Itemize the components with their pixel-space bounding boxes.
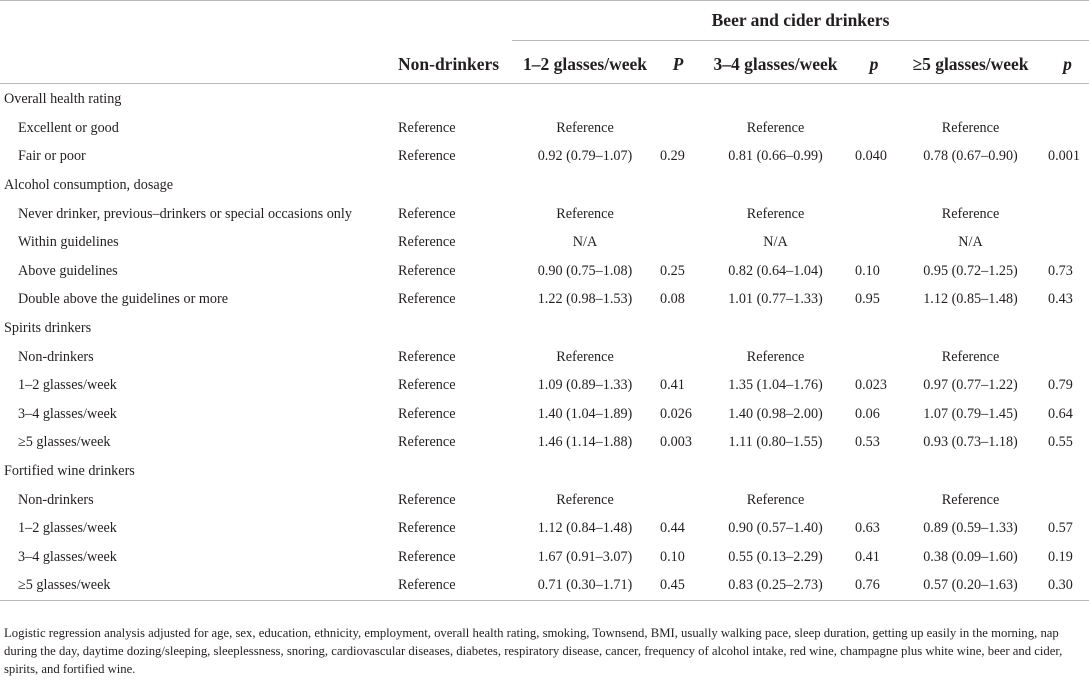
cell-3-4-p: 0.06	[855, 405, 880, 422]
cell-5plus-p	[1046, 200, 1089, 229]
cell-non-drinkers: Reference	[398, 148, 456, 165]
cell-1-2-p	[658, 228, 698, 257]
table-row	[0, 114, 1089, 143]
table-row	[0, 400, 1089, 429]
cell-3-4-or: Reference	[746, 491, 805, 508]
cell-1-2-p: 0.25	[660, 262, 685, 279]
cell-3-4-p: 0.76	[853, 572, 895, 601]
header-blank	[0, 1, 394, 47]
cell-1-2-p	[658, 200, 698, 229]
cell-5plus-or: 0.57 (0.20–1.63)	[895, 572, 1046, 601]
cell-1-2-p: 0.08	[660, 291, 685, 308]
cell-3-4-or: N/A	[763, 234, 788, 251]
cell-1-2-p: 0.45	[658, 572, 698, 601]
cell-3-4-or: 1.11 (0.80–1.55)	[728, 434, 823, 451]
cell-non-drinkers: Reference	[398, 405, 456, 422]
cell-3-4-or: Reference	[746, 348, 805, 365]
cell-5plus-or: 1.12 (0.85–1.48)	[923, 291, 1018, 308]
cell-non-drinkers: Reference	[398, 520, 456, 537]
cell-5plus-or: 1.07 (0.79–1.45)	[923, 405, 1018, 422]
cell-1-2-p	[658, 343, 698, 372]
cell-5plus-p	[1046, 343, 1089, 372]
cell-3-4-p	[853, 200, 895, 229]
header-columns-row	[0, 46, 1089, 84]
cell-5plus-or: 0.38 (0.09–1.60)	[923, 548, 1018, 565]
cell-5plus-or: Reference	[941, 119, 1000, 136]
cell-1-2-p	[658, 486, 698, 515]
cell-3-4-p: 0.95	[855, 291, 880, 308]
section-title: Alcohol consumption, dosage	[4, 176, 174, 193]
cell-1-2-or: 1.09 (0.89–1.33)	[537, 377, 633, 394]
cell-3-4-or: 0.90 (0.57–1.40)	[728, 520, 823, 537]
cell-5plus-or: 0.78 (0.67–0.90)	[923, 148, 1018, 165]
table-footnote: Logistic regression analysis adjusted for age, sex, education, ethnicity, employment, overall health rating, smoking, Townsend, BMI, usually walking pace, sleep duration, getting up easily in the morning, nap during the day, daytime dozing/sleeping, sleeplessness, snoring, cardiovascular diseases, diabetes, respiratory disease, cancer, frequency of alcohol intake, red wine, champagne plus white wine, beer and cider, spirits, and fortified wine.	[4, 626, 1063, 677]
row-label: Double above the guidelines or more	[18, 291, 228, 308]
header-super-cell	[512, 1, 1089, 47]
cell-non-drinkers: Reference	[398, 119, 456, 136]
cell-3-4-or: Reference	[746, 119, 805, 136]
cell-1-2-or: 0.90 (0.75–1.08)	[537, 262, 633, 279]
cell-5plus-p: 0.43	[1048, 291, 1073, 308]
col-header-3-4: 3–4 glasses/week	[698, 46, 853, 84]
table-row	[0, 543, 1089, 572]
row-label: Non-drinkers	[18, 348, 94, 365]
header-blank	[394, 1, 512, 47]
cell-3-4-or: 0.83 (0.25–2.73)	[698, 572, 853, 601]
col-header-p1: P	[658, 46, 698, 84]
cell-5plus-p: 0.30	[1046, 572, 1089, 601]
table-row	[0, 343, 1089, 372]
cell-3-4-p: 0.040	[855, 148, 887, 165]
table-row	[0, 286, 1089, 315]
table-row	[0, 257, 1089, 286]
section-row	[0, 457, 1089, 486]
row-label: 1–2 glasses/week	[18, 377, 117, 394]
cell-1-2-or: Reference	[556, 491, 614, 508]
cell-non-drinkers: Reference	[398, 291, 456, 308]
table-row	[0, 572, 1089, 601]
cell-1-2-p: 0.026	[660, 405, 692, 422]
cell-1-2-or: 1.22 (0.98–1.53)	[537, 291, 633, 308]
row-label: Non-drinkers	[18, 491, 94, 508]
row-label: 1–2 glasses/week	[18, 520, 117, 537]
cell-1-2-p: 0.41	[660, 377, 685, 394]
cell-3-4-or: 0.81 (0.66–0.99)	[728, 148, 823, 165]
cell-5plus-or: 0.95 (0.72–1.25)	[923, 262, 1018, 279]
cell-3-4-p: 0.53	[855, 434, 880, 451]
cell-non-drinkers: Reference	[398, 262, 456, 279]
section-row	[0, 84, 1089, 115]
cell-1-2-or: 1.46 (1.14–1.88)	[537, 434, 633, 451]
cell-5plus-p: 0.19	[1048, 548, 1073, 565]
cell-1-2-p: 0.003	[660, 434, 692, 451]
cell-1-2-p	[658, 114, 698, 143]
cell-3-4-p: 0.10	[855, 262, 880, 279]
cell-5plus-p: 0.001	[1048, 148, 1080, 165]
table-row	[0, 143, 1089, 172]
col-header-non-drinkers: Non-drinkers	[394, 46, 512, 84]
cell-non-drinkers: Reference	[398, 434, 456, 451]
col-header-p3: p	[1046, 46, 1089, 84]
cell-non-drinkers: Reference	[398, 234, 456, 251]
table-row	[0, 429, 1089, 458]
cell-1-2-or: N/A	[572, 234, 598, 251]
cell-5plus-p: 0.79	[1048, 377, 1073, 394]
cell-5plus-p: 0.55	[1048, 434, 1073, 451]
cell-5plus-or: Reference	[941, 491, 1000, 508]
row-label: 3–4 glasses/week	[18, 405, 117, 422]
cell-1-2-or: Reference	[556, 119, 614, 136]
table-row	[0, 228, 1089, 257]
cell-non-drinkers: Reference	[398, 491, 456, 508]
cell-5plus-p: 0.57	[1048, 520, 1073, 537]
cell-3-4-p	[853, 486, 895, 515]
cell-non-drinkers: Reference	[394, 572, 512, 601]
table-body	[0, 84, 1089, 601]
cell-1-2-or: 0.71 (0.30–1.71)	[512, 572, 658, 601]
cell-3-4-or: 1.35 (1.04–1.76)	[728, 377, 823, 394]
row-label: 3–4 glasses/week	[18, 548, 117, 565]
cell-5plus-or: Reference	[941, 205, 1000, 222]
cell-3-4-or: Reference	[746, 205, 805, 222]
cell-3-4-p	[853, 114, 895, 143]
col-header-p2: p	[853, 46, 895, 84]
cell-1-2-or: 0.92 (0.79–1.07)	[537, 148, 633, 165]
cell-3-4-or: 1.01 (0.77–1.33)	[728, 291, 823, 308]
cell-5plus-p	[1046, 228, 1089, 257]
header-blank	[0, 46, 394, 84]
row-label: ≥5 glasses/week	[0, 572, 394, 601]
section-title: Spirits drinkers	[4, 319, 92, 336]
table-row	[0, 514, 1089, 543]
cell-5plus-or: 0.97 (0.77–1.22)	[923, 377, 1018, 394]
cell-3-4-p: 0.41	[855, 548, 880, 565]
cell-3-4-or: 0.55 (0.13–2.29)	[728, 548, 823, 565]
row-label: ≥5 glasses/week	[18, 434, 111, 451]
cell-1-2-p: 0.10	[660, 548, 685, 565]
cell-1-2-or: Reference	[556, 205, 614, 222]
cell-5plus-or: Reference	[941, 348, 1000, 365]
section-title: Overall health rating	[4, 90, 122, 107]
row-label: Excellent or good	[18, 119, 119, 136]
cell-5plus-p	[1046, 114, 1089, 143]
cell-1-2-p: 0.29	[660, 148, 685, 165]
table-row	[0, 486, 1089, 515]
cell-3-4-p	[853, 228, 895, 257]
col-header-5plus: ≥5 glasses/week	[895, 46, 1046, 84]
cell-1-2-or: Reference	[556, 348, 614, 365]
row-label: Within guidelines	[18, 234, 119, 251]
cell-5plus-p: 0.64	[1048, 405, 1073, 422]
cell-non-drinkers: Reference	[398, 377, 456, 394]
table-row	[0, 200, 1089, 229]
cell-non-drinkers: Reference	[398, 205, 456, 222]
cell-1-2-p: 0.44	[660, 520, 685, 537]
header-super-row	[0, 1, 1089, 47]
cell-5plus-or: 0.89 (0.59–1.33)	[923, 520, 1018, 537]
cell-5plus-or: 0.93 (0.73–1.18)	[923, 434, 1018, 451]
cell-5plus-p	[1046, 486, 1089, 515]
cell-5plus-p: 0.73	[1048, 262, 1073, 279]
cell-1-2-or: 1.67 (0.91–3.07)	[537, 548, 633, 565]
cell-3-4-or: 1.40 (0.98–2.00)	[728, 405, 823, 422]
section-title: Fortified wine drinkers	[4, 462, 135, 479]
cell-3-4-p: 0.63	[855, 520, 880, 537]
cell-5plus-or: N/A	[958, 234, 983, 251]
row-label: Above guidelines	[18, 262, 118, 279]
row-label: Never drinker, previous–drinkers or special occasions only	[18, 205, 352, 222]
cell-3-4-p: 0.023	[855, 377, 887, 394]
section-row	[0, 171, 1089, 200]
super-header-label: Beer and cider drinkers	[512, 10, 1089, 41]
cell-1-2-or: 1.40 (1.04–1.89)	[537, 405, 633, 422]
cell-3-4-p	[853, 343, 895, 372]
cell-non-drinkers: Reference	[398, 548, 456, 565]
cell-non-drinkers: Reference	[398, 348, 456, 365]
cell-1-2-or: 1.12 (0.84–1.48)	[537, 520, 633, 537]
col-header-1-2: 1–2 glasses/week	[512, 46, 658, 84]
row-label: Fair or poor	[18, 148, 86, 165]
cell-3-4-or: 0.82 (0.64–1.04)	[728, 262, 823, 279]
section-row	[0, 314, 1089, 343]
table-row	[0, 371, 1089, 400]
